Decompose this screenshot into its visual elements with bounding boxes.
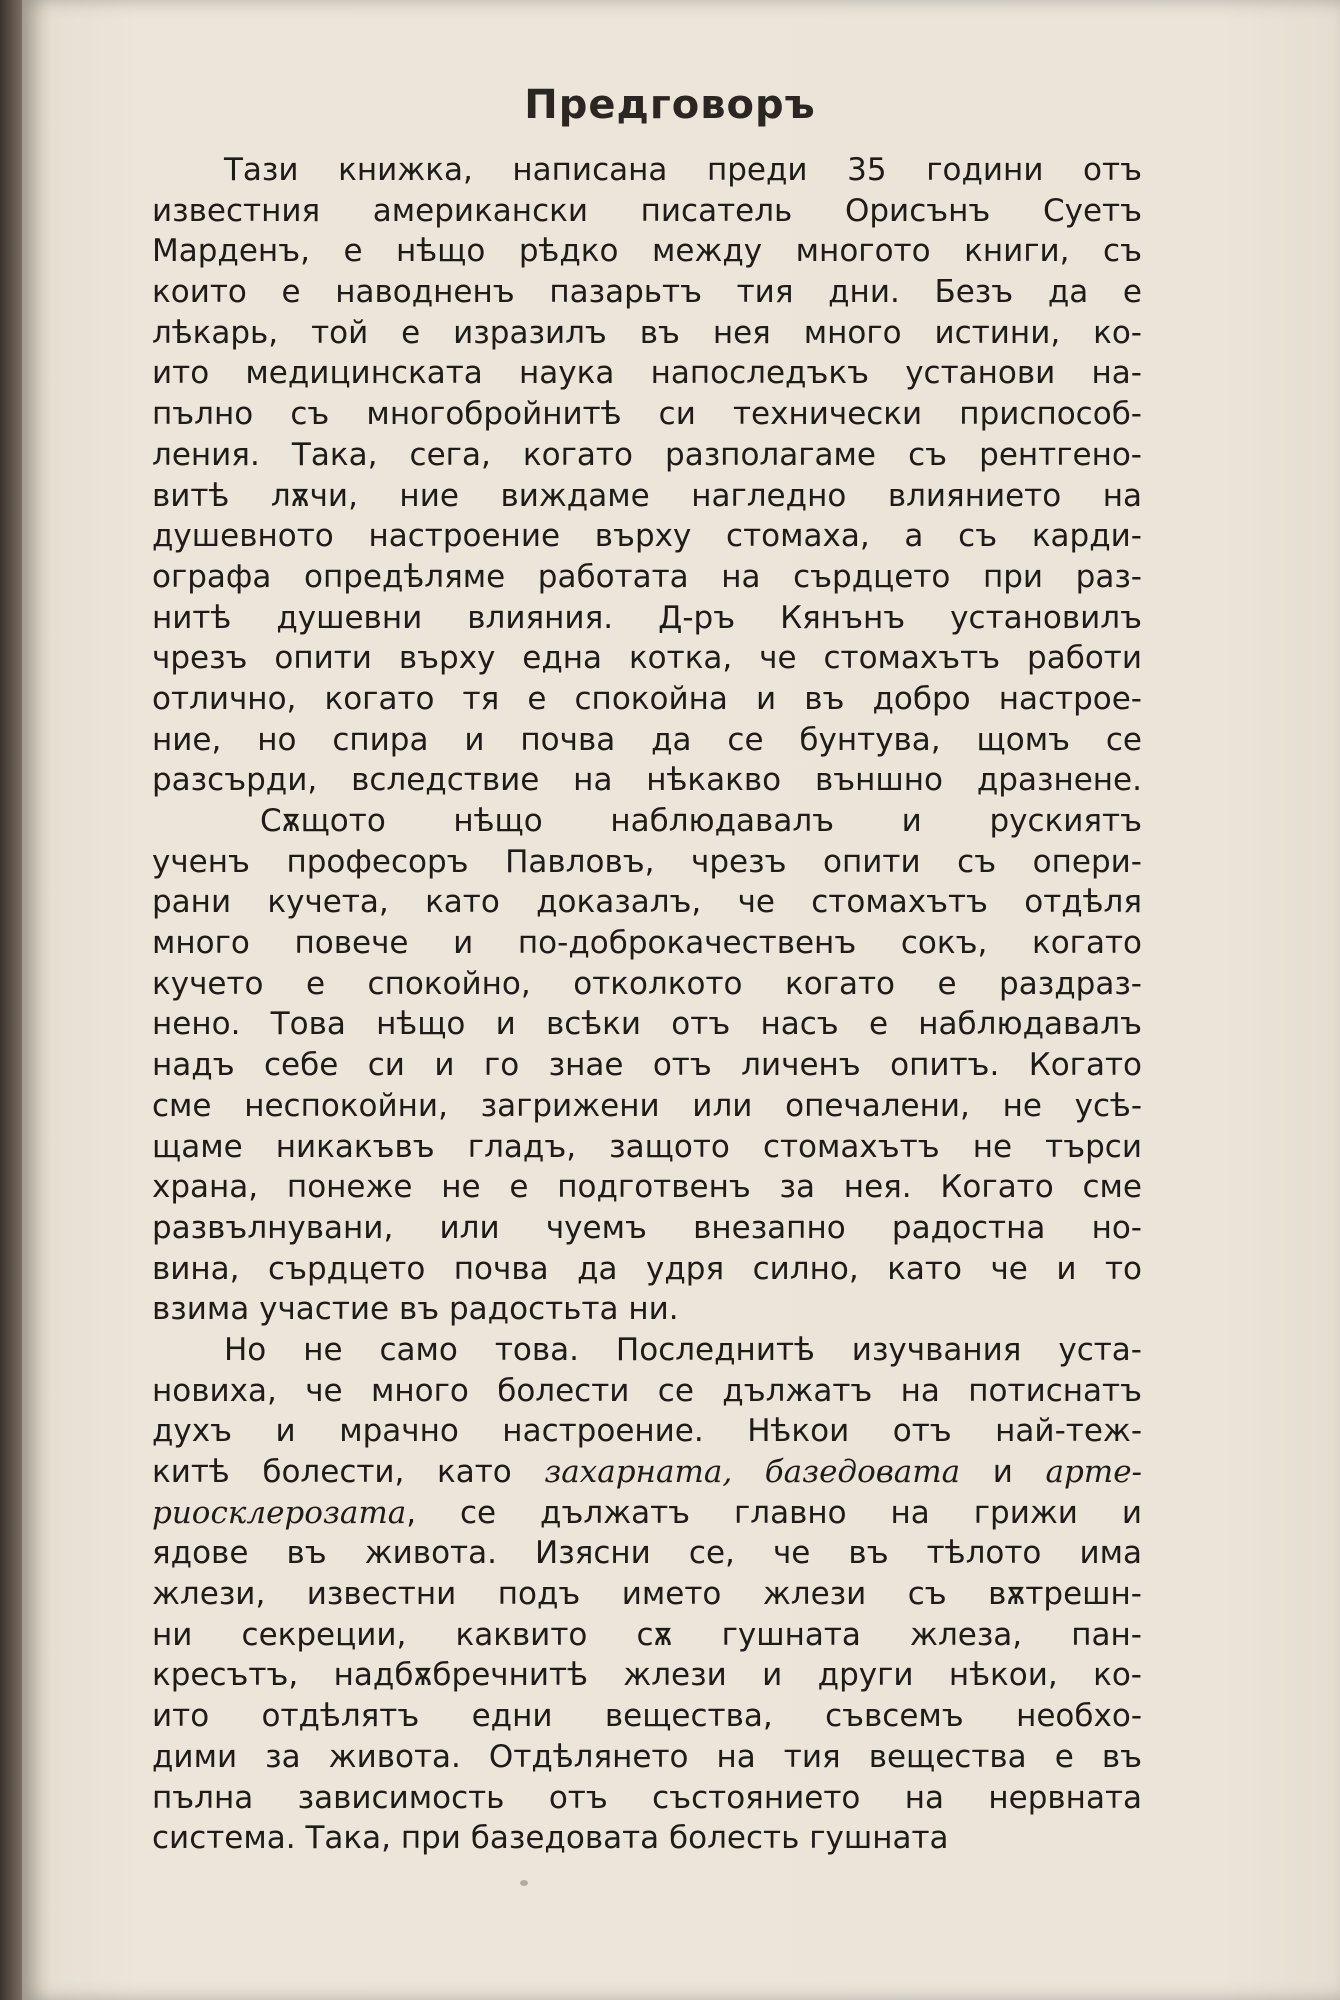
text-line: душевното настроение върху стомаха, а съ карди- xyxy=(152,518,1142,555)
text-line: взима участие въ радостьта ни. xyxy=(152,1291,679,1328)
text-line: ито медицинската наука напоследъкъ установи на- xyxy=(152,355,1142,392)
text-line: чрезъ опити върху една котка, че стомахътъ работи xyxy=(152,640,1142,677)
text-line: кресътъ, надбѫбречнитѣ жлези и други нѣкои, ко- xyxy=(152,1657,1142,1694)
text-line: вина, сърдцето почва да удря силно, като че и то xyxy=(152,1250,1142,1287)
text-run: китѣ болести, като xyxy=(152,1454,545,1490)
italic-term: захарната, базедовата xyxy=(544,1454,961,1490)
text-line: система. Така, при базедовата болесть гушната xyxy=(152,1820,949,1857)
body-text xyxy=(152,150,1142,1859)
text-line: кучето е спокойно, отколкото когато е раздраз- xyxy=(152,965,1142,1002)
text-line-italic-mixed xyxy=(152,1493,1142,1534)
text-line: ядове въ живота. Изясни се, че въ тѣлото има xyxy=(152,1535,1142,1572)
text-line: много повече и по-доброкачественъ сокъ, когато xyxy=(152,925,1142,962)
text-line: Тази книжка, написана преди 35 години отъ xyxy=(224,152,1142,188)
text-line: ученъ професоръ Павловъ, чрезъ опити съ опери- xyxy=(152,843,1142,880)
text-line: пълна зависимость отъ състоянието на нервната xyxy=(152,1779,1142,1816)
text-line: дими за живота. Отдѣлянето на тия вещества е въ xyxy=(152,1738,1142,1775)
text-line: лѣкарь, той е изразилъ въ нея много истини, ко- xyxy=(152,314,1142,351)
text-line-italic-mixed xyxy=(152,1452,1142,1493)
paper-smudge xyxy=(520,1880,528,1886)
text-line: жлези, известни подъ името жлези съ вѫтрешн- xyxy=(152,1576,1142,1613)
text-line: сме неспокойни, загрижени или опечалени, не усѣ- xyxy=(152,1087,1142,1124)
text-line: разсърди, вследствие на нѣкакво външно дразнене. xyxy=(152,762,1142,799)
text-run: , се дължатъ главно на грижи и xyxy=(406,1494,1142,1531)
text-line: щаме никакъвъ гладъ, защото стомахътъ не търси xyxy=(152,1128,1142,1165)
text-line: които е наводненъ пазарьтъ тия дни. Безъ да е xyxy=(152,274,1142,311)
text-run: и xyxy=(960,1454,1046,1490)
italic-term: арте- xyxy=(1045,1454,1143,1490)
text-line: развълнувани, или чуемъ внезапно радостна но- xyxy=(152,1209,1142,1246)
text-line: Но не само това. Последнитѣ изучвания уста- xyxy=(224,1331,1142,1368)
text-line: духъ и мрачно настроение. Нѣкои отъ най-теж- xyxy=(152,1413,1142,1450)
page-title: Предговоръ xyxy=(524,82,816,128)
text-line: рани кучета, като доказалъ, че стомахътъ отдѣля xyxy=(152,884,1142,921)
text-line: храна, понеже не е подготвенъ за нея. Когато сме xyxy=(152,1169,1142,1206)
text-line: нитѣ душевни влияния. Д-ръ Кянънъ установилъ xyxy=(152,599,1142,636)
book-gutter xyxy=(0,0,22,2000)
italic-term: риосклерозата xyxy=(152,1494,407,1531)
text-line: ографа опредѣляме работата на сърдцето при раз- xyxy=(152,558,1142,595)
text-line: ние, но спира и почва да се бунтува, щомъ се xyxy=(152,721,1142,758)
text-line: известния американски писатель Орисънъ Суетъ xyxy=(152,192,1142,229)
text-line: отлично, когато тя е спокойна и въ добро настрое- xyxy=(152,680,1142,717)
text-line: пълно съ многобройнитѣ си технически приспособ- xyxy=(152,396,1142,433)
text-line: ления. Така, сега, когато разполагаме съ рентгено- xyxy=(152,436,1142,473)
text-line: нено. Това нѣщо и всѣки отъ насъ е наблюдавалъ xyxy=(152,1006,1142,1043)
text-line: новиха, че много болести се дължатъ на потиснатъ xyxy=(152,1372,1142,1409)
text-line: ито отдѣлятъ едни вещества, съвсемъ необхо- xyxy=(152,1698,1142,1735)
text-line: Сѫщото нѣщо наблюдавалъ и рускиятъ xyxy=(260,803,1142,839)
text-line: ни секреции, каквито сѫ гушната жлеза, пан- xyxy=(152,1616,1142,1653)
text-line: Марденъ, е нѣщо рѣдко между многото книги, съ xyxy=(152,233,1142,270)
text-line: витѣ лѫчи, ние виждаме нагледно влиянието на xyxy=(152,477,1142,514)
text-line: надъ себе си и го знае отъ личенъ опитъ. Когато xyxy=(152,1047,1142,1084)
